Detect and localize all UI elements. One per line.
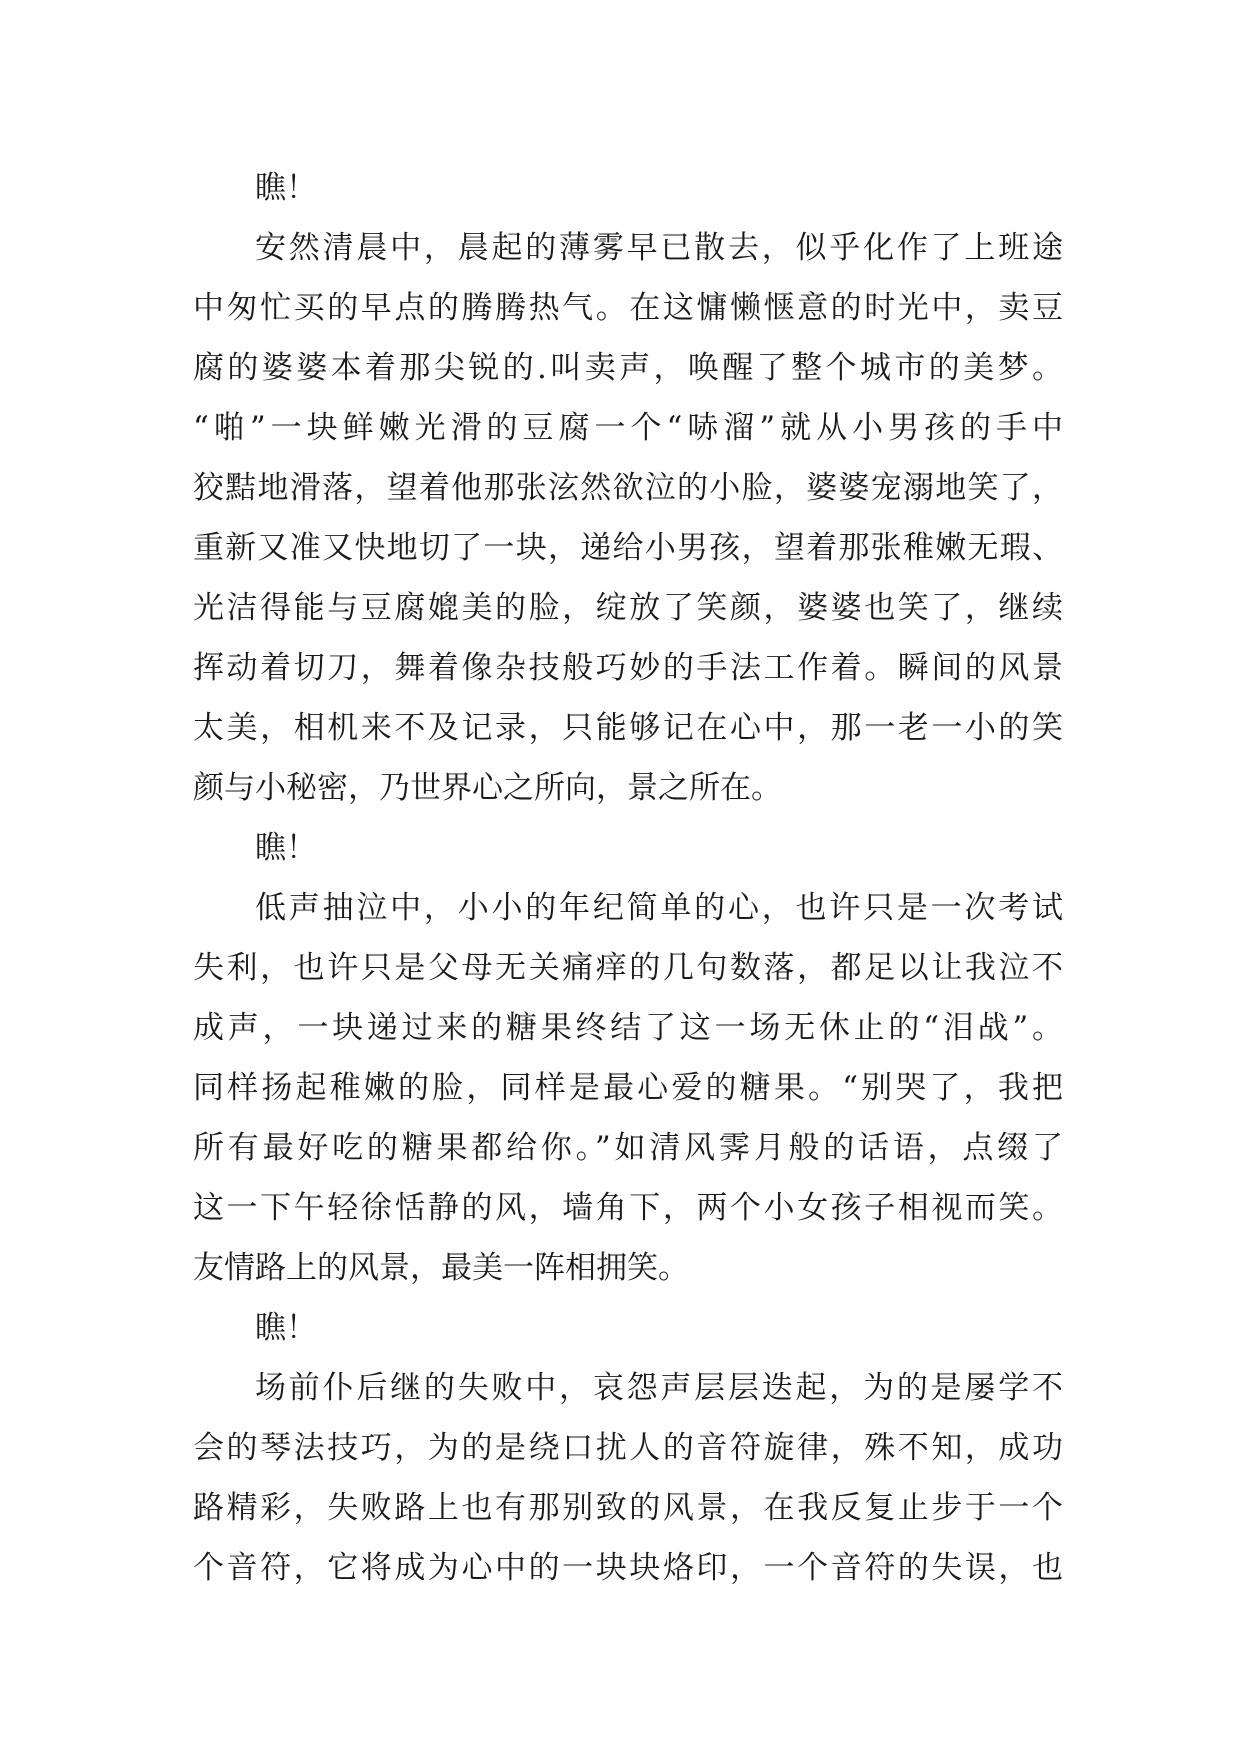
paragraph-line: 腐的婆婆本着那尖锐的.叫卖声，唤醒了整个城市的美梦。	[193, 350, 1063, 386]
paragraph-line: 中匆忙买的早点的腾腾热气。在这慵懒惬意的时光中，卖豆	[193, 290, 1063, 326]
paragraph-line-last: 友情路上的风景，最美一阵相拥笑。	[193, 1250, 689, 1286]
paragraph-line: 会的琴法技巧，为的是绕口扰人的音符旋律，殊不知，成功	[193, 1430, 1063, 1466]
paragraph-line: 低声抽泣中，小小的年纪简单的心，也许只是一次考试	[255, 890, 1063, 926]
paragraph-line-last: 颜与小秘密，乃世界心之所向，景之所在。	[193, 770, 782, 806]
paragraph-line: 场前仆后继的失败中，哀怨声层层迭起，为的是屡学不	[255, 1370, 1063, 1406]
paragraph-line: 个音符，它将成为心中的一块块烙印，一个音符的失误，也	[193, 1550, 1063, 1586]
paragraph-line: 路精彩，失败路上也有那别致的风景，在我反复止步于一个	[193, 1490, 1063, 1526]
paragraph-line: 失利，也许只是父母无关痛痒的几句数落，都足以让我泣不	[193, 950, 1063, 986]
paragraph-line: 挥动着切刀，舞着像杂技般巧妙的手法工作着。瞬间的风景	[193, 650, 1063, 686]
paragraph-line: 成声，一块递过来的糖果终结了这一场无休止的“泪战”。	[193, 1010, 1063, 1046]
paragraph-line: 安然清晨中，晨起的薄雾早已散去，似乎化作了上班途	[255, 230, 1063, 266]
paragraph-line: 重新又准又快地切了一块，递给小男孩，望着那张稚嫩无瑕、	[193, 530, 1063, 566]
paragraph-line: 这一下午轻徐恬静的风，墙角下，两个小女孩子相视而笑。	[193, 1190, 1063, 1226]
essay-body	[193, 158, 1063, 1598]
paragraph-line: 太美，相机来不及记录，只能够记在心中，那一老一小的笑	[193, 710, 1063, 746]
heading-qiao-1: 瞧！	[255, 170, 317, 206]
paragraph-line: 狡黠地滑落，望着他那张泫然欲泣的小脸，婆婆宠溺地笑了，	[193, 470, 1063, 506]
paragraph-line: 同样扬起稚嫩的脸，同样是最心爱的糖果。“别哭了，我把	[193, 1070, 1063, 1106]
paragraph-line: 所有最好吃的糖果都给你。”如清风霁月般的话语，点缀了	[193, 1130, 1063, 1166]
paragraph-line: 光洁得能与豆腐媲美的脸，绽放了笑颜，婆婆也笑了，继续	[193, 590, 1063, 626]
paragraph-line: “啪”一块鲜嫩光滑的豆腐一个“哧溜”就从小男孩的手中	[193, 410, 1063, 446]
heading-qiao-3: 瞧！	[255, 1310, 317, 1346]
heading-qiao-2: 瞧！	[255, 830, 317, 866]
